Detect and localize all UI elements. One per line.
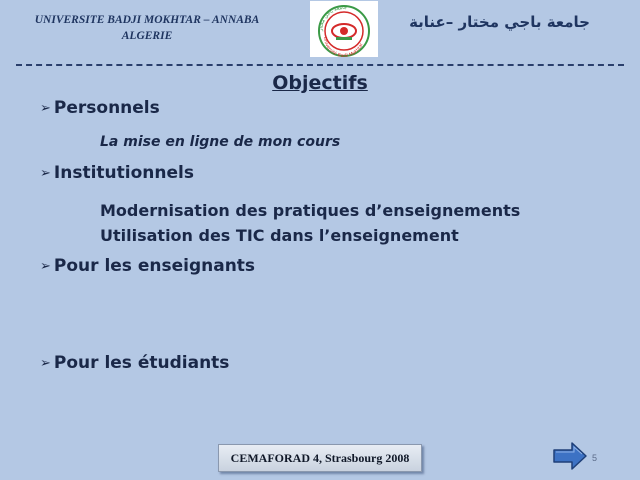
bullet-label: Pour les enseignants [53, 256, 256, 276]
bullet-arrow-icon: ➢ [40, 101, 51, 116]
slide-title-text: Objectifs [272, 72, 368, 94]
svg-text:جامعة باجي مختار: جامعة باجي مختار [317, 4, 348, 32]
slide-header [0, 0, 640, 62]
bullet-item-personnels [40, 98, 160, 118]
university-name-fr [14, 12, 280, 44]
bullet-label: Pour les étudiants [53, 353, 230, 373]
university-seal-icon [310, 1, 378, 57]
bullet-item-etudiants [40, 353, 229, 373]
footer-event-label: CEMAFORAD 4, Strasbourg 2008 [218, 444, 422, 472]
bullet-label: Personnels [53, 98, 160, 118]
bullet-arrow-icon: ➢ [40, 166, 51, 181]
sub-item-mise-en-ligne: La mise en ligne de mon cours [100, 134, 341, 150]
bullet-item-institutionnels [40, 163, 194, 183]
slide-title [0, 72, 640, 94]
sub-item-utilisation-tic: Utilisation des TIC dans l’enseignement [100, 226, 459, 245]
bullet-arrow-icon: ➢ [40, 259, 51, 274]
university-name-fr-line2: ALGERIE [121, 30, 173, 42]
bullet-item-enseignants [40, 256, 255, 276]
page-number: 5 [592, 453, 598, 463]
next-slide-button[interactable] [552, 441, 588, 471]
svg-text:Université Badji Mokhtar: Université Badji Mokhtar [321, 36, 365, 57]
bullet-label: Institutionnels [53, 163, 194, 183]
header-divider [16, 64, 624, 66]
sub-item-modernisation: Modernisation des pratiques d’enseignements [100, 201, 521, 220]
arrow-right-icon [552, 441, 588, 471]
bullet-arrow-icon: ➢ [40, 356, 51, 371]
university-name-ar: جامعة باجي مختار –عنابة [409, 13, 590, 31]
university-name-fr-line1: UNIVERSITE BADJI MOKHTAR – ANNABA [34, 14, 260, 26]
